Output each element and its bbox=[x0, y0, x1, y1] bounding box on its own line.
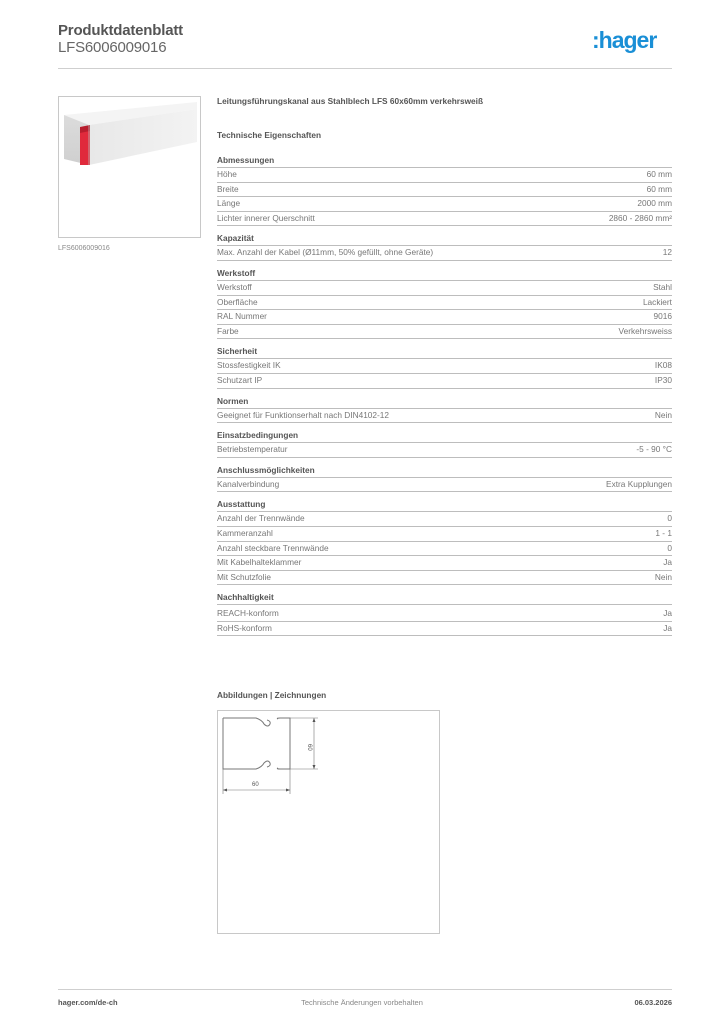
section-anschlussmoeglichkeiten bbox=[217, 465, 672, 493]
row-value: IP30 bbox=[654, 374, 672, 385]
row-label: Geeignet für Funktionserhalt nach DIN4102-12 bbox=[217, 409, 390, 420]
section-title: Einsatzbedingungen bbox=[217, 430, 672, 443]
section-normen bbox=[217, 396, 672, 424]
table-row bbox=[217, 527, 672, 542]
row-label: Breite bbox=[217, 183, 239, 194]
row-value: 0 bbox=[667, 513, 672, 524]
product-details bbox=[217, 96, 672, 643]
section-title: Ausstattung bbox=[217, 499, 672, 512]
row-value: 2000 mm bbox=[637, 198, 672, 209]
section-sicherheit bbox=[217, 346, 672, 388]
row-value: 1 - 1 bbox=[655, 527, 672, 538]
section-title: Anschlussmöglichkeiten bbox=[217, 465, 672, 478]
table-row bbox=[217, 359, 672, 374]
row-value: 12 bbox=[662, 247, 672, 258]
table-row bbox=[217, 478, 672, 493]
technical-drawing bbox=[217, 710, 440, 934]
section-abmessungen bbox=[217, 155, 672, 226]
cross-section-drawing bbox=[218, 711, 441, 935]
table-row bbox=[217, 246, 672, 261]
table-row bbox=[217, 542, 672, 557]
footer-date: 06.03.2026 bbox=[634, 998, 672, 1007]
table-row bbox=[217, 571, 672, 586]
section-title: Sicherheit bbox=[217, 346, 672, 359]
row-label: Anzahl der Trennwände bbox=[217, 513, 305, 524]
table-row bbox=[217, 183, 672, 198]
table-row bbox=[217, 374, 672, 389]
row-label: Stossfestigkeit IK bbox=[217, 360, 281, 371]
table-row bbox=[217, 168, 672, 183]
row-value: 60 mm bbox=[646, 183, 672, 194]
row-value: Nein bbox=[654, 571, 672, 582]
row-label: RAL Nummer bbox=[217, 311, 267, 322]
row-value: Ja bbox=[663, 622, 672, 633]
row-value: Extra Kupplungen bbox=[606, 478, 672, 489]
row-value: Nein bbox=[654, 409, 672, 420]
row-label: Länge bbox=[217, 198, 241, 209]
table-row bbox=[217, 197, 672, 212]
row-value: -5 - 90 °C bbox=[636, 444, 672, 455]
row-value: Ja bbox=[663, 608, 672, 619]
footer-disclaimer: Technische Änderungen vorbehalten bbox=[301, 998, 423, 1007]
row-value: 0 bbox=[667, 542, 672, 553]
product-description: Leitungsführungskanal aus Stahlblech LFS 60x60mm verkehrsweiß bbox=[217, 96, 484, 106]
row-label: RoHS-konform bbox=[217, 622, 272, 633]
row-label: Kammeranzahl bbox=[217, 527, 273, 538]
row-value: 60 mm bbox=[646, 169, 672, 179]
website-link[interactable]: hager.com/de-ch bbox=[58, 998, 118, 1007]
row-value: 9016 bbox=[653, 311, 672, 322]
row-label: Werkstoff bbox=[217, 281, 252, 292]
table-row bbox=[217, 512, 672, 527]
section-einsatzbedingungen bbox=[217, 430, 672, 458]
hager-logo: :hager bbox=[592, 27, 657, 53]
table-row bbox=[217, 556, 672, 571]
row-value: IK08 bbox=[654, 360, 672, 371]
image-caption: LFS6006009016 bbox=[58, 245, 110, 252]
row-label: REACH-konform bbox=[217, 608, 279, 619]
table-row bbox=[217, 281, 672, 296]
row-label: Mit Kabelhalteklammer bbox=[217, 557, 302, 568]
section-title: Kapazität bbox=[217, 233, 672, 246]
product-image bbox=[58, 96, 201, 238]
section-title: Normen bbox=[217, 396, 672, 409]
footer-divider bbox=[58, 989, 672, 990]
table-row bbox=[217, 409, 672, 424]
section-title: Nachhaltigkeit bbox=[217, 592, 672, 605]
section-title: Werkstoff bbox=[217, 268, 672, 281]
row-value: Lackiert bbox=[642, 296, 672, 307]
row-value: Verkehrsweiss bbox=[618, 325, 672, 336]
table-row bbox=[217, 296, 672, 311]
width-dimension-label: 60 bbox=[252, 782, 259, 788]
section-kapazitaet bbox=[217, 233, 672, 261]
row-label: Farbe bbox=[217, 325, 239, 336]
row-value: Ja bbox=[663, 557, 672, 568]
tech-properties-heading: Technische Eigenschaften bbox=[217, 130, 322, 140]
row-value: 2860 - 2860 mm² bbox=[608, 212, 672, 223]
height-dimension-label: 60 bbox=[306, 744, 312, 751]
section-ausstattung bbox=[217, 499, 672, 585]
table-row bbox=[217, 310, 672, 325]
row-label: Höhe bbox=[217, 169, 237, 179]
section-werkstoff bbox=[217, 268, 672, 339]
page-title: Produktdatenblatt bbox=[58, 22, 183, 39]
table-row bbox=[217, 443, 672, 458]
table-row bbox=[217, 325, 672, 340]
row-value: Stahl bbox=[653, 281, 672, 292]
table-row bbox=[217, 622, 672, 637]
row-label: Max. Anzahl der Kabel (Ø11mm, 50% gefüllt, ohne Geräte) bbox=[217, 247, 434, 258]
row-label: Oberfläche bbox=[217, 296, 258, 307]
product-code: LFS6006009016 bbox=[58, 39, 167, 56]
cable-duct-illustration bbox=[59, 97, 201, 238]
row-label: Mit Schutzfolie bbox=[217, 571, 271, 582]
row-label: Betriebstemperatur bbox=[217, 444, 288, 455]
section-title: Abmessungen bbox=[217, 155, 672, 168]
section-nachhaltigkeit bbox=[217, 592, 672, 636]
row-label: Kanalverbindung bbox=[217, 478, 280, 489]
header-divider bbox=[58, 68, 672, 69]
table-row bbox=[217, 607, 672, 622]
table-row bbox=[217, 212, 672, 227]
figures-heading: Abbildungen | Zeichnungen bbox=[217, 690, 327, 700]
row-label: Anzahl steckbare Trennwände bbox=[217, 542, 329, 553]
row-label: Lichter innerer Querschnitt bbox=[217, 212, 315, 223]
row-label: Schutzart IP bbox=[217, 374, 263, 385]
